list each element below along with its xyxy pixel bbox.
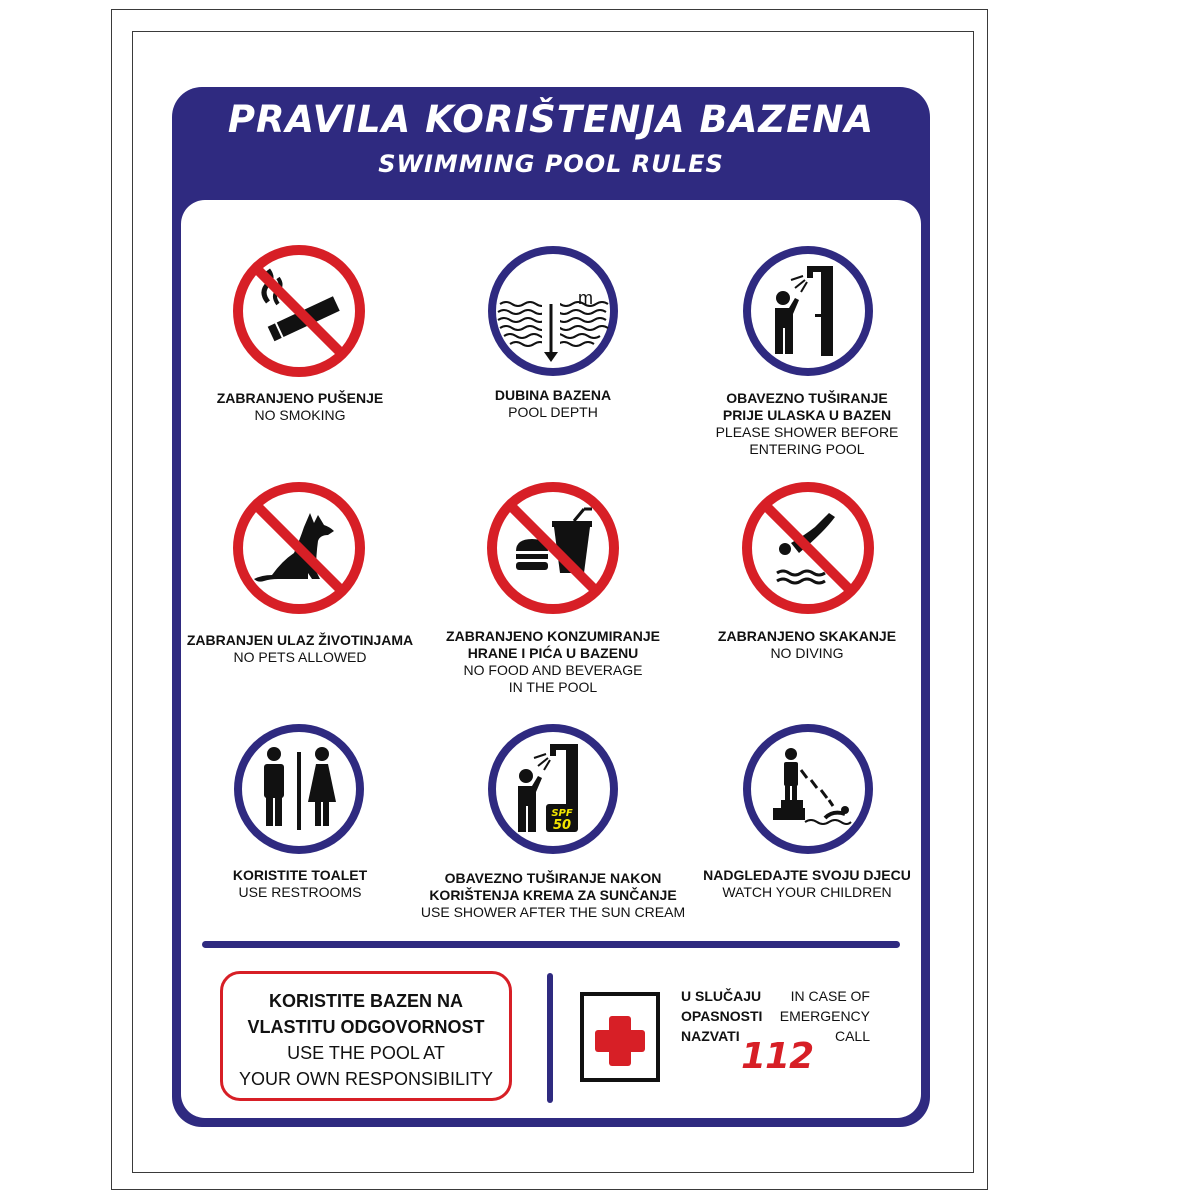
section-divider: [202, 941, 900, 948]
responsibility-hr-2: VLASTITU ODGOVORNOST: [247, 1017, 485, 1037]
caption-shower-before: [672, 390, 942, 458]
caption-en: NO SMOKING: [254, 407, 346, 423]
no-diving-icon: [741, 481, 875, 615]
emergency-hr-1: U SLUČAJU: [681, 988, 762, 1004]
shower-icon: [741, 244, 875, 378]
caption-en: POOL DEPTH: [508, 404, 598, 420]
caption-hr: ZABRANJEN ULAZ ŽIVOTINJAMA: [186, 632, 414, 648]
spf-value: 50: [552, 818, 572, 833]
caption-hr: NADGLEDAJTE SVOJU DJECU: [703, 867, 911, 883]
caption-hr: KORISTITE TOALET: [232, 867, 368, 883]
caption-hr-1: OBAVEZNO TUŠIRANJE NAKON: [444, 870, 662, 886]
title-english: SWIMMING POOL RULES: [378, 150, 724, 178]
caption-watch-children: [672, 867, 942, 901]
emergency-en-1: IN CASE OF: [790, 988, 870, 1004]
caption-no-smoking: [165, 390, 435, 424]
caption-hr-2: PRIJE ULASKA U BAZEN: [722, 407, 892, 423]
sunscreen-shower-icon: [486, 722, 620, 856]
caption-en-1: NO FOOD AND BEVERAGE: [463, 662, 643, 678]
caption-no-pets: [165, 632, 435, 666]
caption-en-2: IN THE POOL: [508, 679, 598, 695]
pool-depth-unit: m: [578, 288, 593, 308]
caption-hr: DUBINA BAZENA: [494, 387, 612, 403]
no-pets-icon: [232, 481, 366, 615]
no-smoking-icon: [232, 244, 366, 378]
caption-hr-1: ZABRANJENO KONZUMIRANJE: [446, 628, 660, 644]
caption-restrooms: [165, 867, 435, 901]
responsibility-box: [220, 971, 512, 1101]
restroom-icon: [232, 722, 366, 856]
caption-en-2: ENTERING POOL: [749, 441, 865, 457]
caption-en: NO DIVING: [770, 645, 844, 661]
emergency-hr-3: NAZVATI: [681, 1028, 740, 1044]
vertical-divider: [547, 973, 553, 1103]
caption-hr: ZABRANJENO PUŠENJE: [216, 390, 384, 406]
caption-en: USE RESTROOMS: [238, 884, 362, 900]
emergency-hr-2: OPASNOSTI: [681, 1008, 763, 1024]
no-food-icon: [486, 481, 620, 615]
caption-en-1: PLEASE SHOWER BEFORE: [715, 424, 899, 440]
responsibility-en-2: YOUR OWN RESPONSIBILITY: [238, 1069, 494, 1089]
spf-label: SPF: [551, 808, 573, 819]
responsibility-en-1: USE THE POOL AT: [287, 1043, 445, 1063]
pool-depth-icon: [486, 244, 620, 378]
emergency-en-3: CALL: [834, 1028, 870, 1044]
caption-hr: ZABRANJENO SKAKANJE: [717, 628, 897, 644]
caption-hr-2: KORIŠTENJA KREMA ZA SUNČANJE: [429, 887, 677, 903]
caption-no-diving: [672, 628, 942, 662]
title-croatian: PRAVILA KORIŠTENJA BAZENA: [227, 98, 875, 141]
caption-en: WATCH YOUR CHILDREN: [722, 884, 892, 900]
caption-hr-1: OBAVEZNO TUŠIRANJE: [726, 390, 888, 406]
caption-pool-depth: [418, 387, 688, 421]
caption-hr-2: HRANE I PIĆA U BAZENU: [467, 645, 639, 661]
watch-children-icon: [741, 722, 875, 856]
emergency-number: 112: [741, 1036, 814, 1077]
caption-no-food: [418, 628, 688, 696]
caption-sunscreen-shower: [418, 870, 688, 921]
first-aid-icon: [580, 992, 660, 1082]
responsibility-hr-1: KORISTITE BAZEN NA: [268, 991, 463, 1011]
emergency-en-2: EMERGENCY: [779, 1008, 870, 1024]
caption-en: NO PETS ALLOWED: [233, 649, 367, 665]
caption-en: USE SHOWER AFTER THE SUN CREAM: [420, 904, 686, 920]
